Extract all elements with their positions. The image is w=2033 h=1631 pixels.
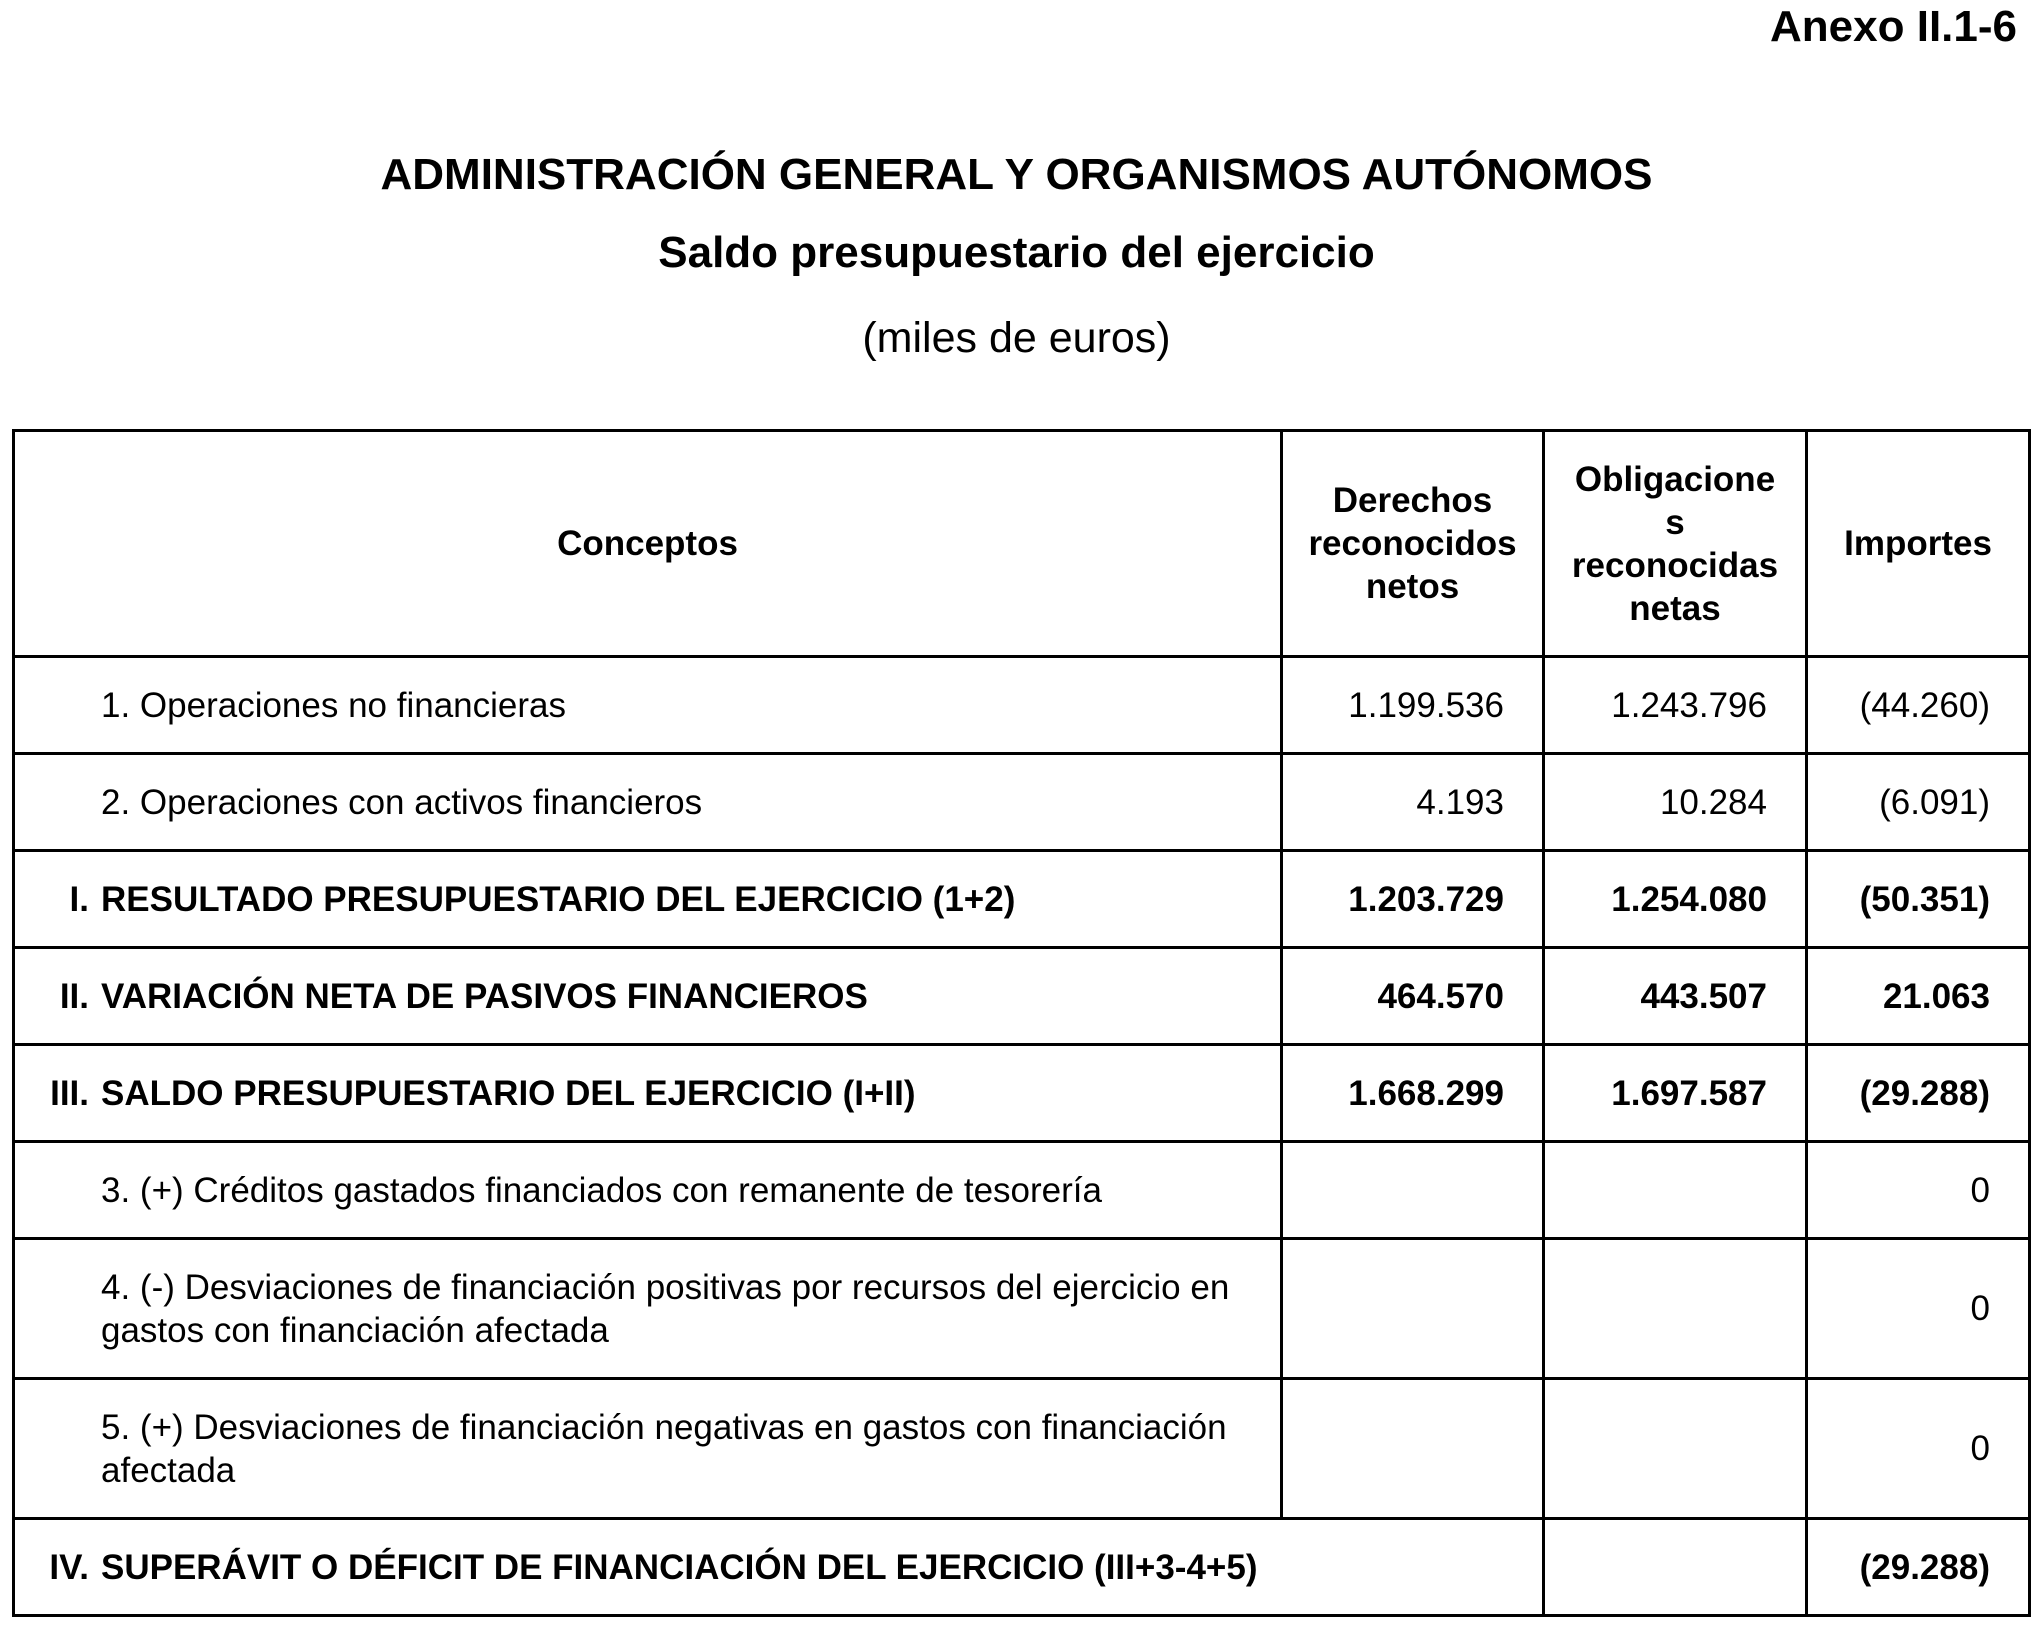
document-title: ADMINISTRACIÓN GENERAL Y ORGANISMOS AUTÓNOMOS [380, 150, 1653, 199]
obligaciones-cell: 10.284 [1544, 754, 1807, 851]
units-note: (miles de euros) [862, 314, 1171, 362]
header-derechos [1282, 431, 1544, 657]
header-obligaciones-line: netas [1629, 588, 1721, 628]
obligaciones-cell [1544, 1379, 1807, 1519]
header-conceptos: Conceptos [14, 431, 1282, 657]
derechos-cell: 1.668.299 [1282, 1045, 1544, 1142]
concept-cell [14, 1239, 1282, 1379]
row-roman: III. [50, 1073, 89, 1113]
concept-cell [14, 948, 1282, 1045]
concept-cell [14, 754, 1282, 851]
importes-cell: 0 [1807, 1379, 2030, 1519]
row-concept: SALDO PRESUPUESTARIO DEL EJERCICIO (I+II) [101, 1073, 916, 1113]
derechos-cell: 1.199.536 [1282, 657, 1544, 754]
table-row-total [14, 851, 2030, 948]
concept-cell [14, 657, 1282, 754]
row-concept: 2. Operaciones con activos financieros [101, 782, 703, 822]
header-obligaciones-line: reconocidas [1571, 545, 1779, 585]
row-concept: 3. (+) Créditos gastados financiados con remanente de tesorería [101, 1170, 1102, 1210]
concept-cell [14, 1379, 1282, 1519]
row-concept: 1. Operaciones no financieras [101, 685, 566, 725]
table-row [14, 754, 2030, 851]
obligaciones-cell [1544, 1519, 1807, 1616]
derechos-cell [1282, 1142, 1544, 1239]
row-concept: RESULTADO PRESUPUESTARIO DEL EJERCICIO (1+2) [101, 879, 1016, 919]
row-concept: VARIACIÓN NETA DE PASIVOS FINANCIEROS [101, 976, 868, 1016]
table-row [14, 1239, 2030, 1379]
obligaciones-cell [1544, 1239, 1807, 1379]
budget-table [12, 429, 2031, 1617]
row-concept: 5. (+) Desviaciones de financiación negativas en gastos con financiación afectada [101, 1407, 1227, 1490]
header-derechos-line: netos [1365, 567, 1460, 606]
document-subtitle: Saldo presupuestario del ejercicio [658, 228, 1375, 277]
importes-cell: (50.351) [1807, 851, 2030, 948]
header-importes: Importes [1807, 431, 2030, 657]
importes-cell: 21.063 [1807, 948, 2030, 1045]
derechos-cell: 1.203.729 [1282, 851, 1544, 948]
table-row-total [14, 948, 2030, 1045]
obligaciones-cell [1544, 1142, 1807, 1239]
table-row [14, 657, 2030, 754]
importes-cell: 0 [1807, 1142, 2030, 1239]
obligaciones-cell: 1.697.587 [1544, 1045, 1807, 1142]
header-obligaciones-line: Obligacione [1574, 459, 1776, 499]
row-roman: II. [59, 976, 89, 1016]
concept-cell [14, 851, 1282, 948]
importes-cell: (29.288) [1807, 1519, 2030, 1616]
importes-cell: 0 [1807, 1239, 2030, 1379]
table-row-total [14, 1519, 2030, 1616]
row-roman: IV. [49, 1547, 89, 1587]
table-row [14, 1142, 2030, 1239]
concept-cell [14, 1519, 1544, 1616]
row-roman: I. [69, 879, 89, 919]
row-concept: 4. (-) Desviaciones de financiación positivas por recursos del ejercicio en gastos con financiación afectada [101, 1267, 1230, 1350]
annex-label: Anexo II.1-6 [1770, 2, 2017, 51]
derechos-cell: 464.570 [1282, 948, 1544, 1045]
table-header-row [14, 431, 2030, 657]
importes-cell: (44.260) [1807, 657, 2030, 754]
header-obligaciones-line: s [1665, 502, 1685, 542]
header-derechos-line: Derechos [1332, 481, 1493, 520]
obligaciones-cell: 1.243.796 [1544, 657, 1807, 754]
derechos-cell: 4.193 [1282, 754, 1544, 851]
importes-cell: (6.091) [1807, 754, 2030, 851]
concept-cell [14, 1045, 1282, 1142]
derechos-cell [1282, 1379, 1544, 1519]
header-obligaciones [1544, 431, 1807, 657]
table-row-total [14, 1045, 2030, 1142]
obligaciones-cell: 1.254.080 [1544, 851, 1807, 948]
header-derechos-line: reconocidos [1308, 524, 1517, 563]
importes-cell: (29.288) [1807, 1045, 2030, 1142]
table-row [14, 1379, 2030, 1519]
row-concept: SUPERÁVIT O DÉFICIT DE FINANCIACIÓN DEL EJERCICIO (III+3-4+5) [101, 1547, 1258, 1587]
obligaciones-cell: 443.507 [1544, 948, 1807, 1045]
derechos-cell [1282, 1239, 1544, 1379]
concept-cell [14, 1142, 1282, 1239]
